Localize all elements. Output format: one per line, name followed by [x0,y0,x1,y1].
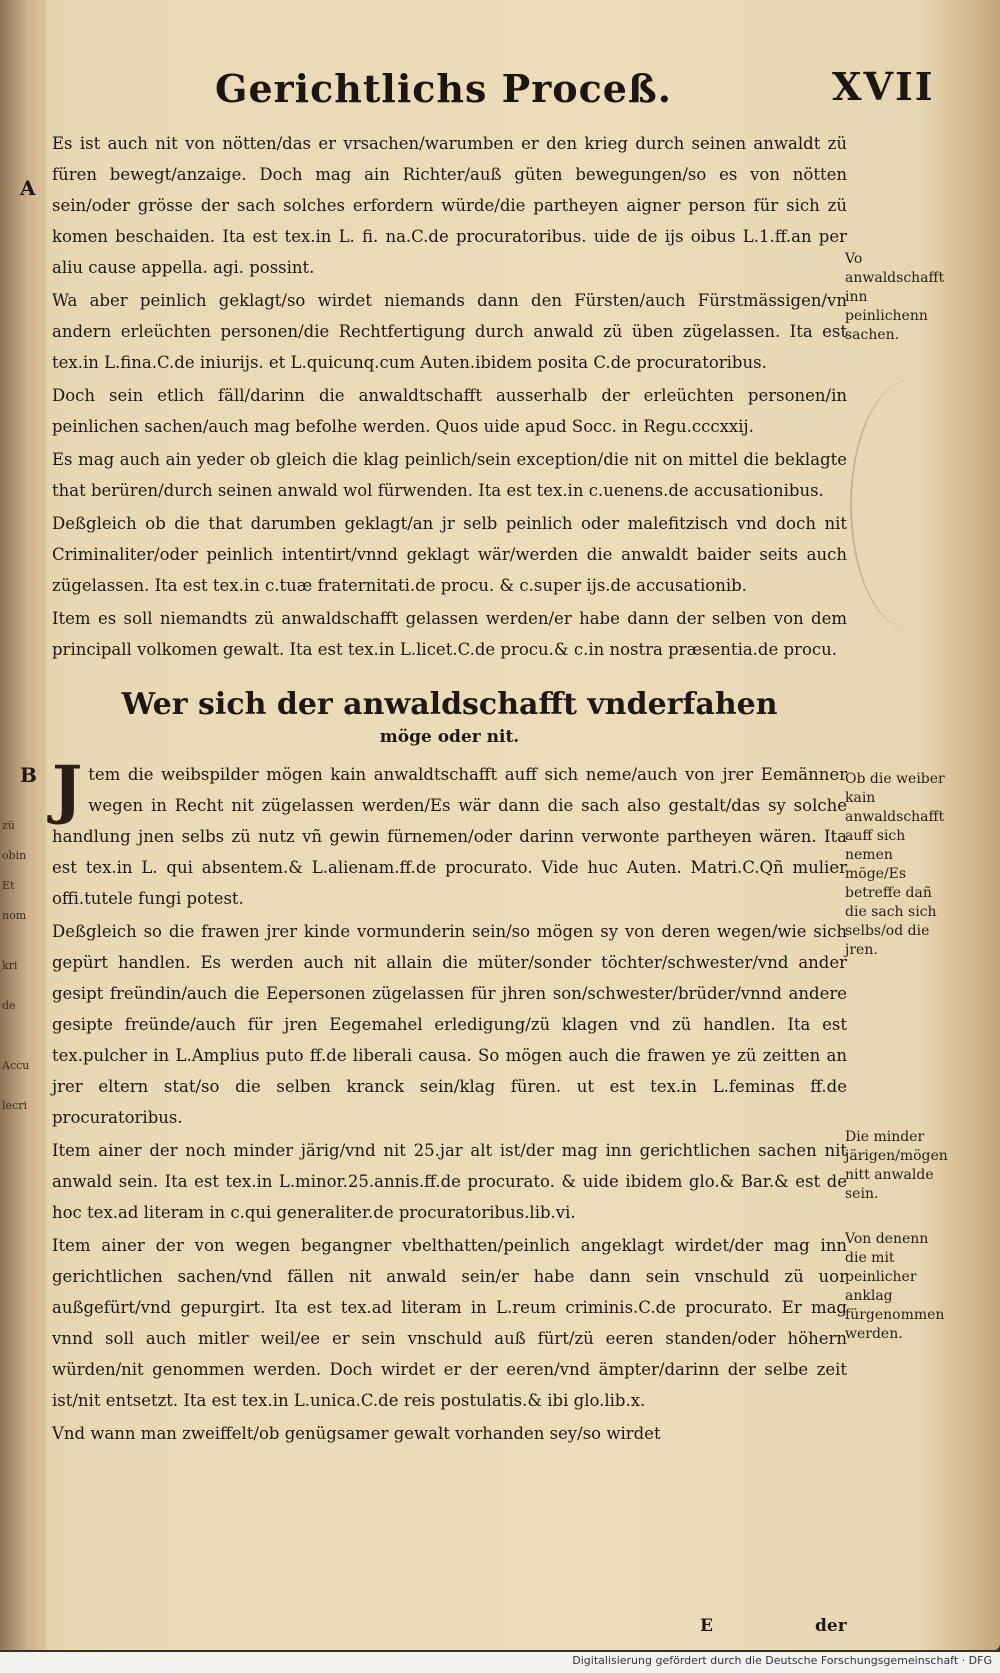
paragraph: Item ainer der von wegen begangner vbelthatten/peinlich angeklagt wirdet/der mag inn gerichtlichen sachen/vnd fällen nit anwald sein/er habe dann sein vnschuld zü uor außgefürt/vnd gepurgirt. Ita est tex.ad literam in L.reum criminis.C.de procurato. Er mag vnnd soll auch mitler weil/ee er sein vnschuld auß fürt/zü eeren standen/oder höhern würden/nit genommen werden. Doch wirdet er der eeren/vnd ämpter/darinn der selbe zeit ist/nit entsetzt. Ita est tex.in L.unica.C.de reis postulatis.& ibi glo.lib.x. [52,1236,847,1411]
paragraph: Es ist auch nit von nötten/das er vrsachen/warumben er den krieg durch seinen anwaldt zü füren bewegt/anzaige. Doch mag ain Richter/auß güten bewegungen/so es von nötten sein/oder grösse der sach solches erfordern würde/die partheyen aigner person für sich zü komen beschaiden. Ita est tex.in L. fi. na.C.de procuratoribus. uide de ijs oibus L.1.ff.an per aliu cause appella. agi. possint. [52,134,847,277]
edge-fragment: lecri [2,1099,27,1112]
catchword: der [815,1616,847,1636]
digitization-credit: Digitalisierung gefördert durch die Deutsche Forschungsgemeinschaft · DFG [572,1654,992,1667]
margin-note: Von denenn die mit peinlicher anklag fürgenommen werden. [845,1231,945,1342]
edge-fragment: Et [2,879,15,892]
paragraph: Deßgleich so die frawen jrer kinde vormunderin sein/so mögen sy von deren wegen/wie sich gepürt handlen. Es werden auch nit allain die müter/sonder töchter/schwester/vnd ander gesipt freündin/auch die Eepersonen zügelassen für jhren son/schwester/brüder/vnnd andere gesipte freünde/auch für jren Eegemahel erledigung/zü klagen vnd zü handlen. Ita est tex.pulcher in L.Amplius puto ff.de liberali causa. So mögen auch die frawen ye zü zeitten an jrer eltern stat/so die selben kranck sein/klag füren. ut est tex.in L.feminas ff.de procuratoribus. [52,922,847,1128]
margin-note: Die minder järigen/mögen nitt anwalde sein. [845,1129,948,1202]
paragraph: Doch sein etlich fäll/darinn die anwaldtschafft ausserhalb der erleüchten personen/in peinlichen sachen/auch mag befolhe werden. Quos uide apud Socc. in Regu.cccxxij. [52,386,847,436]
section-heading: Wer sich der anwaldschafft vnderfahen [121,687,778,722]
margin-note: Ob die weiber kain anwaldschafft auff sich nemen möge/Es betreffe dañ die sach sich selbs/od die jren. [845,771,945,958]
section-subheading: möge oder nit. [379,727,520,747]
edge-fragment: obin [2,849,27,862]
folio-number: XVII [832,64,935,109]
section-marker-b: B [20,763,37,787]
edge-fragment: Accu [2,1059,30,1072]
margin-note: Vo anwaldschafft inn peinlichenn sachen. [845,251,945,343]
page-fold-crease [850,380,972,630]
paragraph: Vnd wann man zweiffelt/ob genügsamer gewalt vorhanden sey/so wirdet [52,1424,661,1444]
paragraph: Es mag auch ain yeder ob gleich die klag peinlich/sein exception/die nit on mittel die beklagte that berüren/durch seinen anwald wol fürwenden. Ita est tex.in c.uenens.de accusationibus. [52,450,847,500]
edge-fragment: kri [2,959,18,972]
previous-page-edge [0,0,46,1650]
paragraph-text: tem die weibspilder mögen kain anwaldtschafft auff sich neme/auch von jrer Eemänner wegen in Recht nit zügelassen werden/Es wär dann die sach also gestalt/das sy solche handlung jnen selbs zü nutz vñ gewin fürnemen/oder darinn verwonte partheyen wären. Ita est tex.in L. qui absentem.& L.alienam.ff.de procurato. Vide huc Auten. Matri.C.Qñ mulier offi.tutele fungi potest. [52,765,847,909]
dropcap-initial: J [52,752,83,828]
paragraph: Deßgleich ob die that darumben geklagt/an jr selb peinlich oder malefitzisch vnd doch nit Criminaliter/oder peinlich intentirt/vnnd geklagt wär/werden die anwaldt baider seits auch zügelassen. Ita est tex.in c.tuæ fraternitati.de procu. & c.super ijs.de accusationib. [52,514,847,595]
paragraph: Item es soll niemandts zü anwaldschafft gelassen werden/er habe dann der selben von dem principall volkomen gewalt. Ita est tex.in L.licet.C.de procu.& c.in nostra præsentia.de procu. [52,609,847,659]
edge-fragment: de [2,999,16,1012]
edge-fragment: zü [2,819,15,832]
paragraph: Item ainer der noch minder järig/vnd nit 25.jar alt ist/der mag inn gerichtlichen sachen nit anwald sein. Ita est tex.in L.minor.25.annis.ff.de procurato. & uide ibidem glo.& Bar.& est de hoc tex.ad literam in c.qui generaliter.de procuratoribus.lib.vi. [52,1141,847,1223]
section-marker-a: A [20,176,36,200]
main-text-column [52,128,847,1451]
paragraph: Wa aber peinlich geklagt/so wirdet niemands dann den Fürsten/auch Fürstmässigen/vn andern erleüchten personen/die Rechtfertigung durch anwald zü üben zügelassen. Ita est tex.in L.fina.C.de iniurijs. et L.quicunq.cum Auten.ibidem posita C.de procuratoribus. [52,291,847,372]
signature-mark: E [700,1616,713,1636]
edge-fragment: nom [2,909,27,922]
running-title: Gerichtlichs Proceß. [215,66,673,111]
paragraph [52,752,847,914]
